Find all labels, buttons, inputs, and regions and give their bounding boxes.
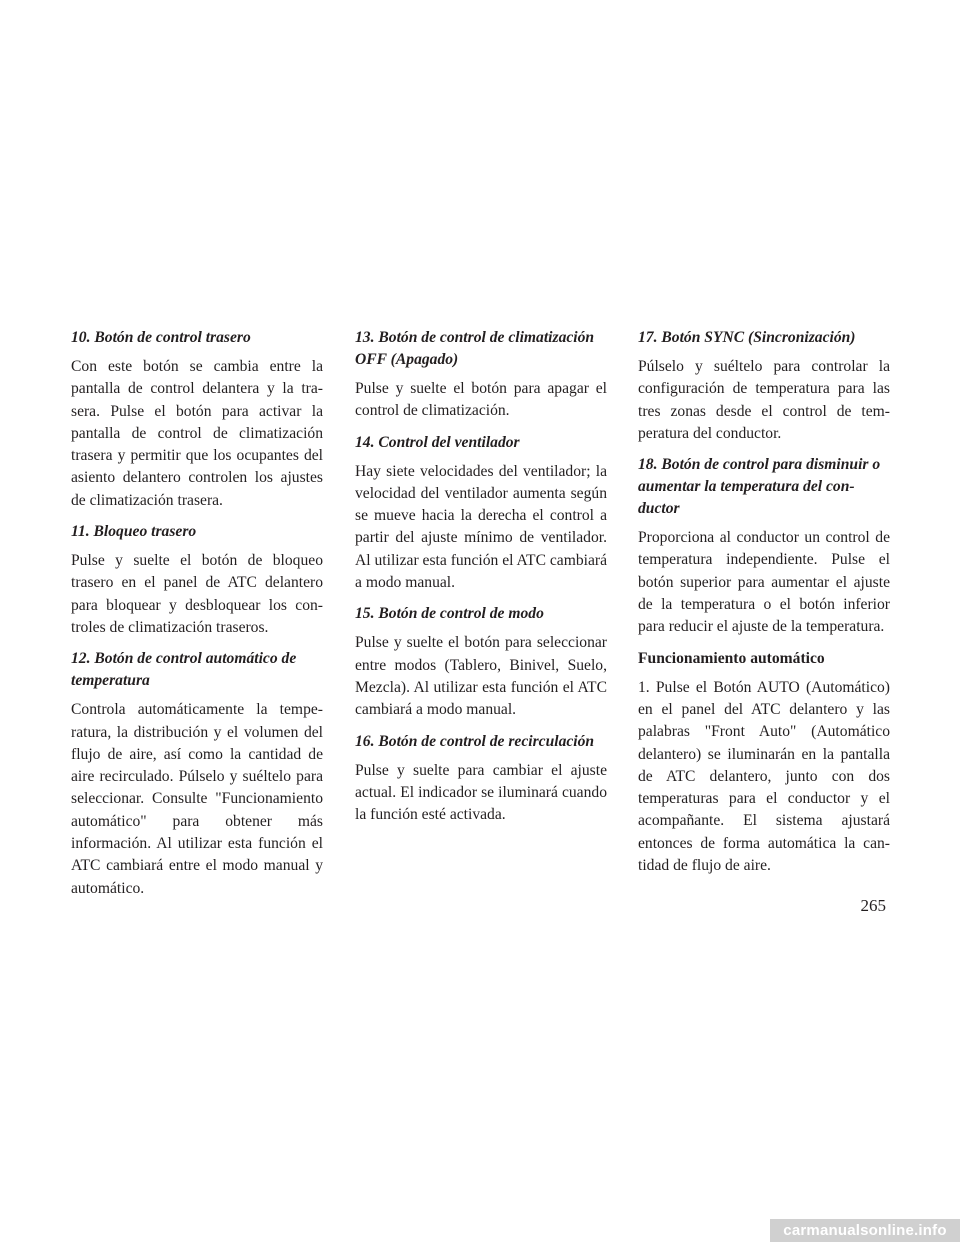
section-paragraph: Pulse y suelte el botón para seleccionar entre modos (Tablero, Binivel, Suelo, Mezcla). Al utilizar esta función el ATC cambiará a modo manual. [355, 634, 607, 719]
text-column-1 [71, 327, 323, 909]
subsection-heading: Funcionamiento automático [638, 649, 825, 667]
section-paragraph: Controla automáticamente la temperatura, la distribución y el volumen del flujo de aire, así como la cantidad de aire recirculado. Púlselo y suéltelo para seleccionar. Consulte "Funcionamiento automático" para obtener más información. Al utilizar esta función el ATC cambiará entre el modo manual y automático. [71, 701, 323, 897]
section-paragraph: 1. Pulse el Botón AUTO (Automático) en el panel del ATC delantero y las palabras "Front Auto" (Automático delantero) se iluminarán en la pantalla de ATC delantero, junto con dos temperaturas para el conductor y el acompañante. El sistema ajustará entonces de forma automática la cantidad de flujo de aire. [638, 678, 890, 875]
section-heading: 17. Botón SYNC (Sincronización) [638, 329, 856, 346]
watermark-banner: carmanualsonline.info [770, 1219, 960, 1242]
section-paragraph: Pulse y suelte para cambiar el ajuste actual. El indicador se iluminará cuando la función esté activada. [355, 761, 607, 824]
section-heading: 18. Botón de control para disminuir o aumentar la temperatura del conductor [638, 456, 881, 518]
section-heading: 12. Botón de control automático de temperatura [71, 650, 297, 690]
section-heading: 14. Control del ventilador [355, 433, 520, 451]
section-paragraph: Proporciona al conductor un control de temperatura independiente. Pulse el botón superior para aumentar el ajuste de la temperatura o el botón inferior para reducir el ajuste de la temperatura. [638, 529, 890, 636]
section-heading: 16. Botón de control de recirculación [355, 732, 595, 750]
section-paragraph: Hay siete velocidades del ventilador; la velocidad del ventilador aumenta según se mueve hacia la derecha el control a partir del ajuste mínimo de ventilador. Al utilizar esta función el ATC cambiará a modo manual. [355, 462, 608, 592]
section-paragraph: Con este botón se cambia entre la pantalla de control delantera y la trasera. Pulse el botón para activar la pantalla de control de climatización trasera y permitir que los ocupantes del asiento delantero controlen los ajustes de climatización trasera. [71, 358, 323, 509]
section-paragraph: Pulse y suelte el botón para apagar el control de climatización. [355, 380, 607, 420]
text-column-3 [638, 327, 890, 886]
text-column-2 [355, 327, 607, 835]
section-paragraph: Púlselo y suéltelo para controlar la configuración de temperatura para las tres zonas desde el control de temperatura del conductor. [638, 358, 890, 442]
page-number: 265 [860, 896, 886, 915]
section-heading: 13. Botón de control de climatización OFF (Apagado) [355, 329, 595, 368]
section-paragraph: Pulse y suelte el botón de bloqueo trasero en el panel de ATC delantero para bloquear y desbloquear los controles de climatización traseros. [71, 552, 323, 636]
section-heading: 11. Bloqueo trasero [71, 523, 197, 541]
section-heading: 15. Botón de control de modo [355, 605, 544, 623]
section-heading: 10. Botón de control trasero [71, 329, 251, 346]
